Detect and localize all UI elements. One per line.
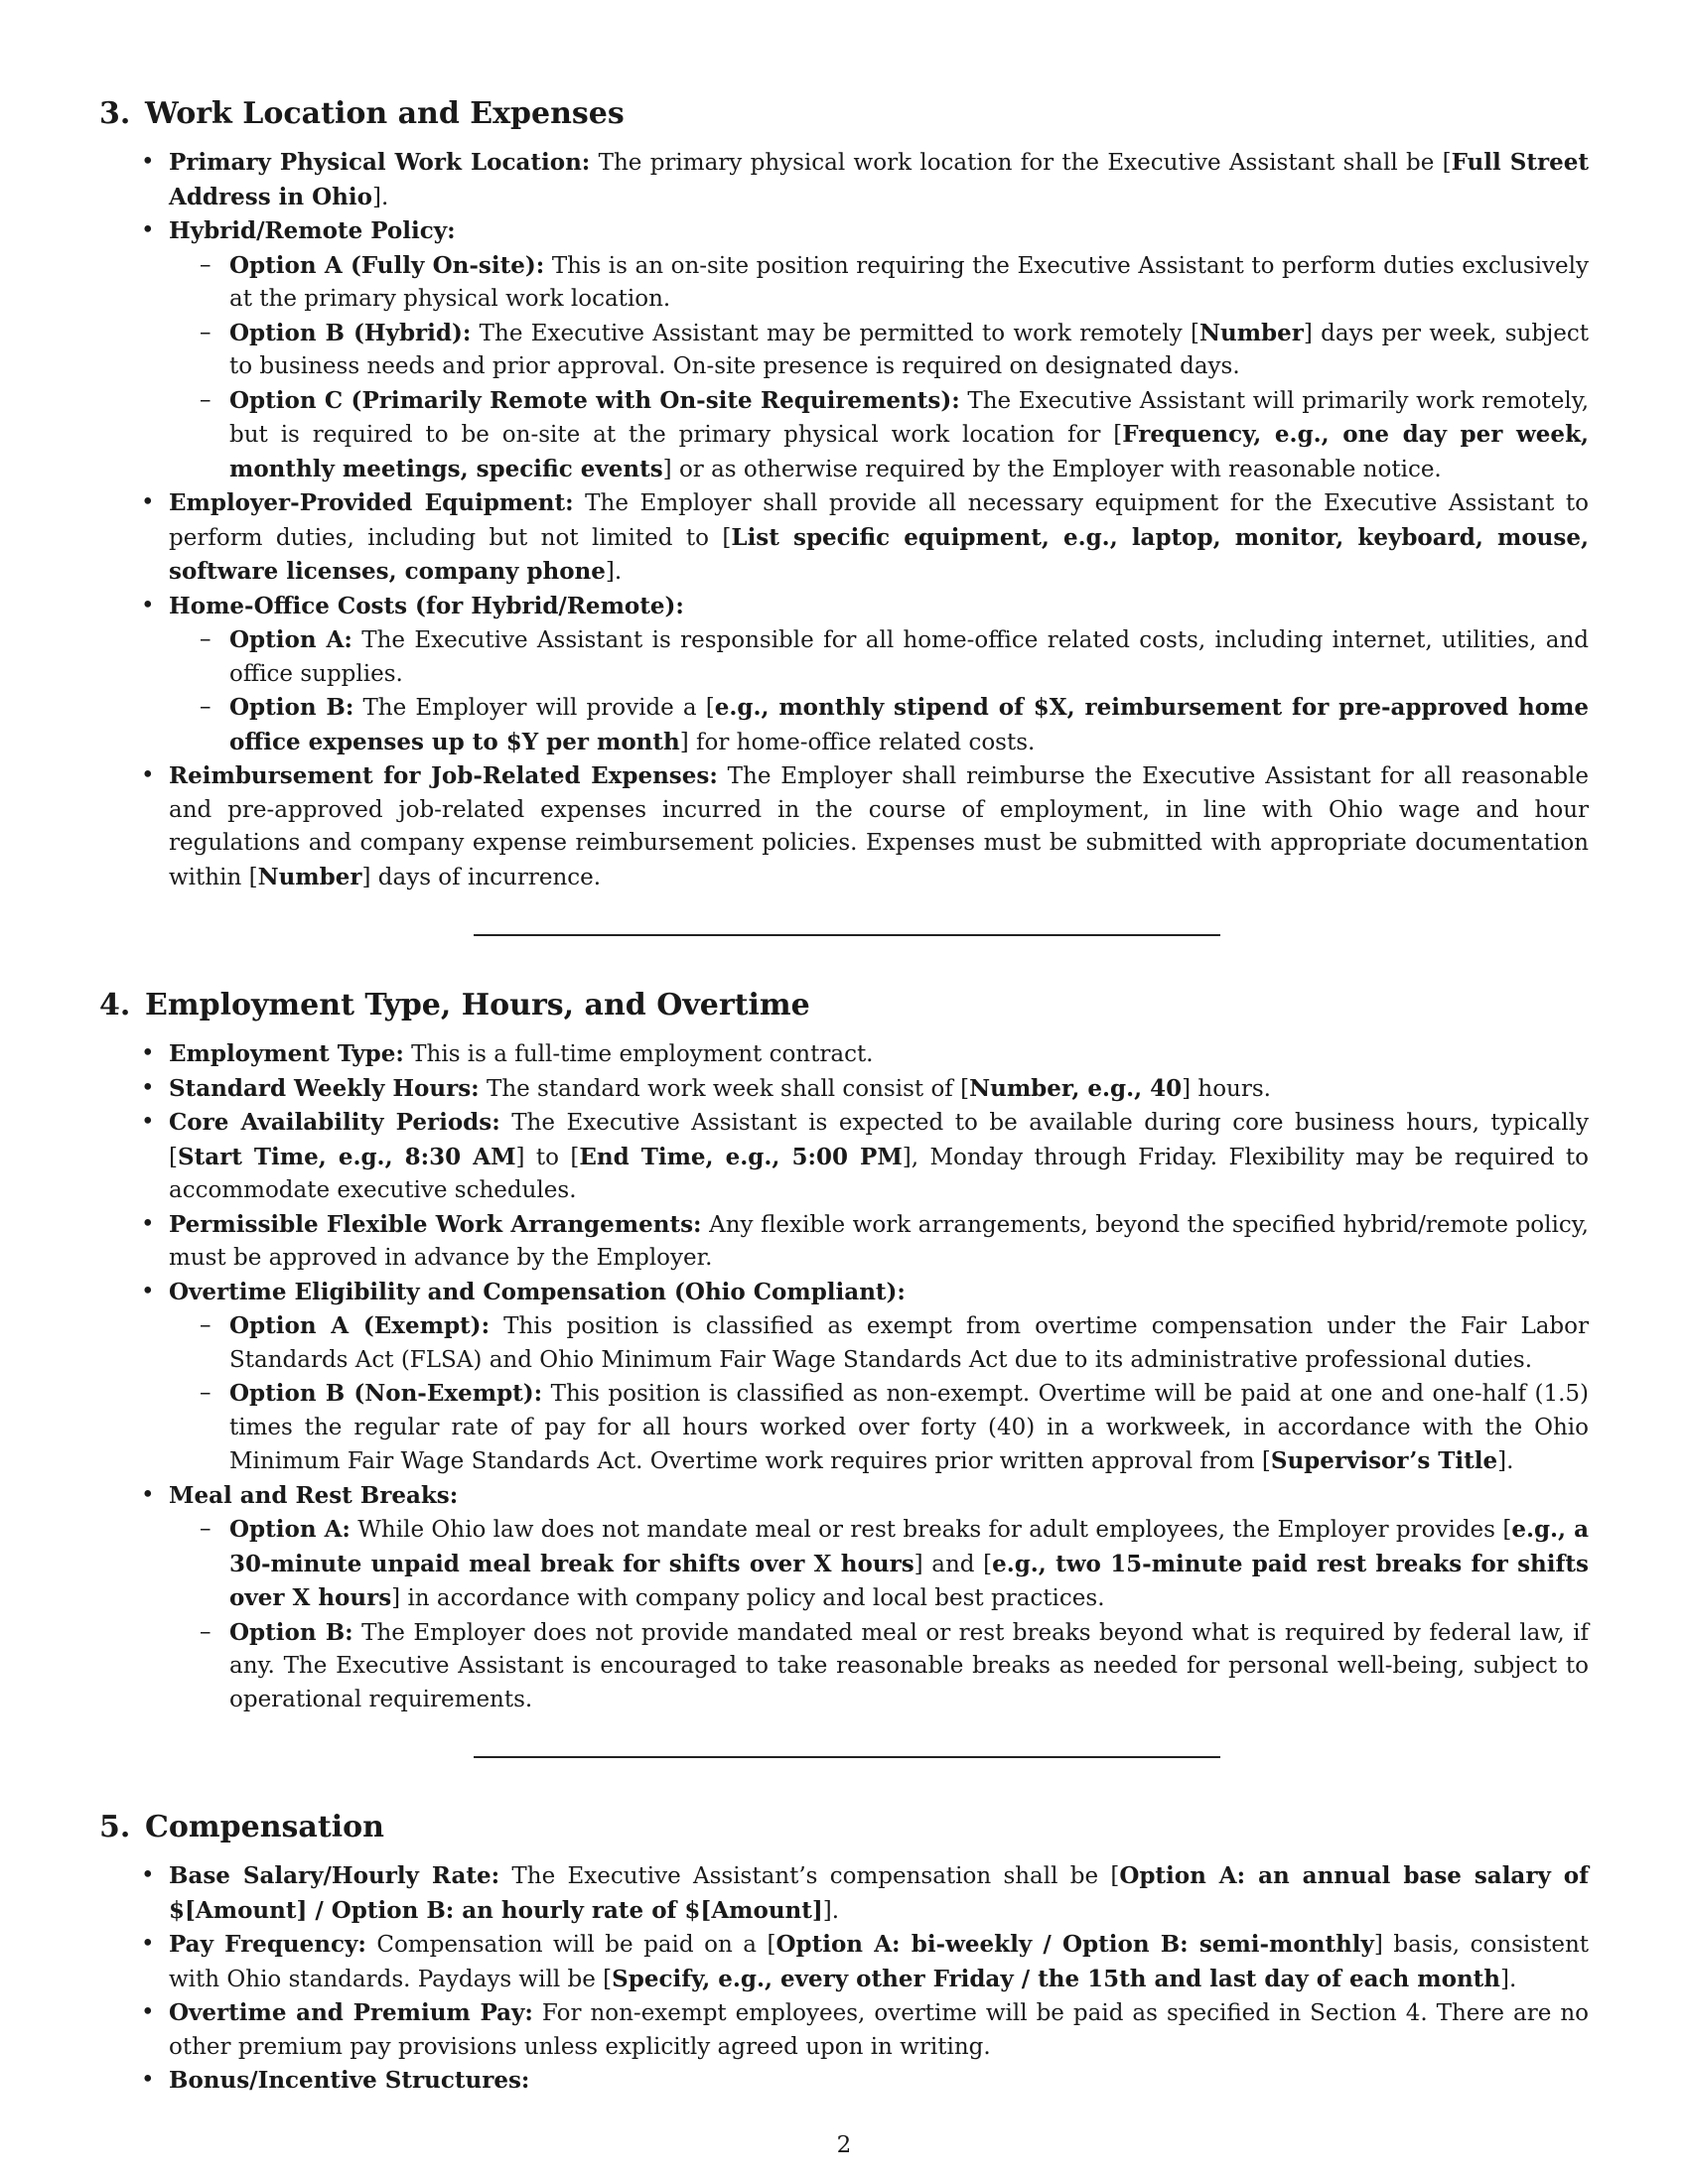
placeholder: e.g., two 15-minute paid rest breaks for shifts over X hours [229,1550,1589,1611]
item-text: ]. [822,1897,840,1924]
option-text: The Executive Assistant may be permitted to work remotely [ [471,320,1199,346]
item-label: Pay Frequency: [169,1931,366,1958]
section-title: Compensation [145,1810,384,1844]
item-text: ], Monday through Friday. Flexibility may be required to accommodate executive schedules. [169,1144,1590,1203]
placeholder: Number, e.g., 40 [969,1074,1183,1102]
option-label: Option B (Hybrid): [229,319,472,346]
section-number: 3. [99,96,131,131]
item-label: Core Availability Periods: [169,1109,500,1136]
item-text: This is a full-time employment contract. [403,1041,874,1067]
item-label: Overtime and Premium Pay: [169,1999,533,2026]
section-number: 5. [99,1810,131,1844]
section-4-list [99,1037,1589,1716]
section-number: 4. [99,988,131,1023]
list-item-overtime [169,1276,1589,1479]
section-3-list [99,146,1589,894]
option-text: ] in accordance with company policy and local best practices. [391,1585,1105,1611]
list-item-meal-breaks [169,1479,1589,1717]
home-option-a [229,623,1589,691]
list-item-core-availability [169,1106,1589,1208]
option-label: Option A (Exempt): [229,1312,491,1339]
option-text: This is an on-site position requiring the Executive Assistant to perform duties exclusively at the primary physical work location. [229,252,1589,312]
placeholder: Option A: bi-weekly / Option B: semi-monthly [775,1931,1374,1958]
item-label: Bonus/Incentive Structures: [169,2067,530,2094]
list-item-bonus [169,2064,1589,2099]
overtime-option-a [229,1309,1589,1377]
item-label: Hybrid/Remote Policy: [169,217,456,244]
section-4-heading [99,986,1589,1025]
placeholder: e.g., a 30-minute unpaid meal break for shifts over X hours [229,1516,1590,1577]
option-text: ] and [ [914,1551,993,1577]
placeholder: Start Time, e.g., 8:30 AM [177,1143,516,1170]
placeholder: Number [257,863,362,890]
item-label: Primary Physical Work Location: [169,149,591,176]
placeholder: List specific equipment, e.g., laptop, monitor, keyboard, mouse, software licenses, company phone [169,523,1589,585]
placeholder: Number [1198,319,1304,346]
option-label: Option C (Primarily Remote with On-site Requirements): [229,386,960,414]
section-3-heading [99,94,1589,134]
page-number: 2 [836,2132,852,2158]
option-text: The Employer does not provide mandated meal or rest breaks beyond what is required by federal law, if any. The Executive Assistant is encouraged to take reasonable breaks as needed for personal well-being, subject to operational requirements. [229,1619,1589,1712]
item-text: ]. [1500,1966,1517,1992]
placeholder: End Time, e.g., 5:00 PM [579,1143,903,1170]
option-text: The Executive Assistant is responsible for all home-office related costs, including internet, utilities, and office supplies. [229,627,1589,687]
item-text: ] basis, consistent with Ohio standards. Paydays will be [ [169,1932,1589,1992]
item-text: ] hours. [1182,1075,1271,1102]
list-item-equipment [169,486,1589,590]
item-label: Employment Type: [169,1040,404,1067]
item-label: Employer-Provided Equipment: [169,489,574,516]
list-item-home-office [169,590,1589,760]
option-text: The Employer will provide a [ [353,695,715,721]
item-text: The Executive Assistant is expected to be available during core business hours, typically [ [169,1110,1590,1170]
placeholder: Supervisor’s Title [1270,1447,1498,1474]
item-text: Any flexible work arrangements, beyond the specified hybrid/remote policy, must be approved in advance by the Employer. [169,1211,1589,1271]
option-a-onsite [229,249,1589,317]
meal-options-list [169,1513,1589,1716]
placeholder: Frequency, e.g., one day per week, monthly meetings, specific events [229,421,1590,482]
item-text: The primary physical work location for the Executive Assistant shall be [ [590,150,1452,176]
overtime-options-list [169,1309,1589,1479]
option-text: ] or as otherwise required by the Employer with reasonable notice. [662,456,1442,482]
section-5-list [99,1859,1589,2099]
section-5-heading [99,1808,1589,1847]
option-b-hybrid [229,317,1589,384]
placeholder: e.g., monthly stipend of $X, reimbursement for pre-approved home office expenses up to $Y per month [229,694,1590,755]
list-item-pay-frequency [169,1928,1589,1996]
item-text: ]. [371,184,389,210]
list-item-hybrid-policy [169,214,1589,486]
item-text: The Executive Assistant’s compensation shall be [ [499,1863,1120,1889]
option-c-remote [229,384,1589,487]
item-label: Base Salary/Hourly Rate: [169,1862,500,1889]
item-text: ] to [ [515,1144,580,1170]
option-text: ]. [1497,1448,1514,1474]
item-text: The standard work week shall consist of [ [479,1075,970,1102]
option-text: The Executive Assistant will primarily work remotely, but is required to be on-site at the primary physical work location for [ [229,387,1590,448]
home-option-b [229,691,1589,759]
option-text: While Ohio law does not mandate meal or rest breaks for adult employees, the Employer provides [ [350,1517,1512,1543]
item-text: Compensation will be paid on a [ [365,1932,776,1958]
list-item-base-salary [169,1859,1589,1928]
placeholder: Specify, e.g., every other Friday / the 15th and last day of each month [612,1965,1501,1992]
section-title: Work Location and Expenses [145,96,625,131]
item-label: Overtime Eligibility and Compensation (Ohio Compliant): [169,1278,906,1305]
item-text: ]. [605,559,623,585]
item-label: Meal and Rest Breaks: [169,1481,459,1509]
item-text: For non-exempt employees, overtime will be paid as specified in Section 4. There are no other premium pay provisions unless explicitly agreed upon in writing. [169,2000,1589,2060]
option-label: Option B: [229,1618,353,1646]
list-item-employment-type [169,1037,1589,1072]
placeholder: Full Street Address in Ohio [169,149,1589,210]
option-label: Option B: [229,694,354,721]
option-text: This position is classified as non-exempt. Overtime will be paid at one and one-half (1.5) times the regular rate of pay for all hours worked over forty (40) in a workweek, in accordance with the Ohio Minimum Fair Wage Standards Act. Overtime work requires prior written approval from [ [229,1381,1589,1474]
section-title: Employment Type, Hours, and Overtime [145,988,810,1023]
option-label: Option B (Non-Exempt): [229,1380,543,1407]
list-item-primary-location [169,146,1589,214]
item-label: Standard Weekly Hours: [169,1074,480,1102]
document-page [99,94,1589,2099]
item-text: The Employer shall provide all necessary equipment for the Executive Assistant to perform duties, including but not limited to [ [169,490,1589,551]
list-item-premium-pay [169,1996,1589,2064]
item-label: Permissible Flexible Work Arrangements: [169,1210,702,1238]
list-item-flexible-work [169,1208,1589,1276]
meal-option-b [229,1616,1589,1717]
item-text: ] days of incurrence. [361,864,602,890]
overtime-option-b [229,1377,1589,1479]
option-text: This position is classified as exempt from overtime compensation under the Fair Labor Standards Act (FLSA) and Ohio Minimum Fair Wage Standards Act due to its administrative professional duties. [229,1313,1589,1373]
placeholder: Option A: an annual base salary of $[Amount] / Option B: an hourly rate of $[Amount] [169,1862,1590,1924]
option-label: Option A (Fully On-site): [229,251,545,279]
option-text: ] days per week, subject to business needs and prior approval. On-site presence is required on designated days. [229,320,1589,379]
option-label: Option A: [229,1516,351,1543]
home-office-options-list [169,623,1589,759]
item-label: Home-Office Costs (for Hybrid/Remote): [169,592,684,619]
item-text: The Employer shall reimburse the Executive Assistant for all reasonable and pre-approved job-related expenses incurred in the course of employment, in line with Ohio wage and hour regulations and company expense reimbursement policies. Expenses must be submitted with appropriate documentation within [ [169,763,1590,890]
item-label: Reimbursement for Job-Related Expenses: [169,762,718,789]
list-item-reimbursement [169,759,1589,894]
meal-option-a [229,1513,1589,1616]
option-label: Option A: [229,626,352,653]
list-item-weekly-hours [169,1072,1589,1107]
hybrid-options-list [169,249,1589,487]
option-text: ] for home-office related costs. [679,729,1036,755]
